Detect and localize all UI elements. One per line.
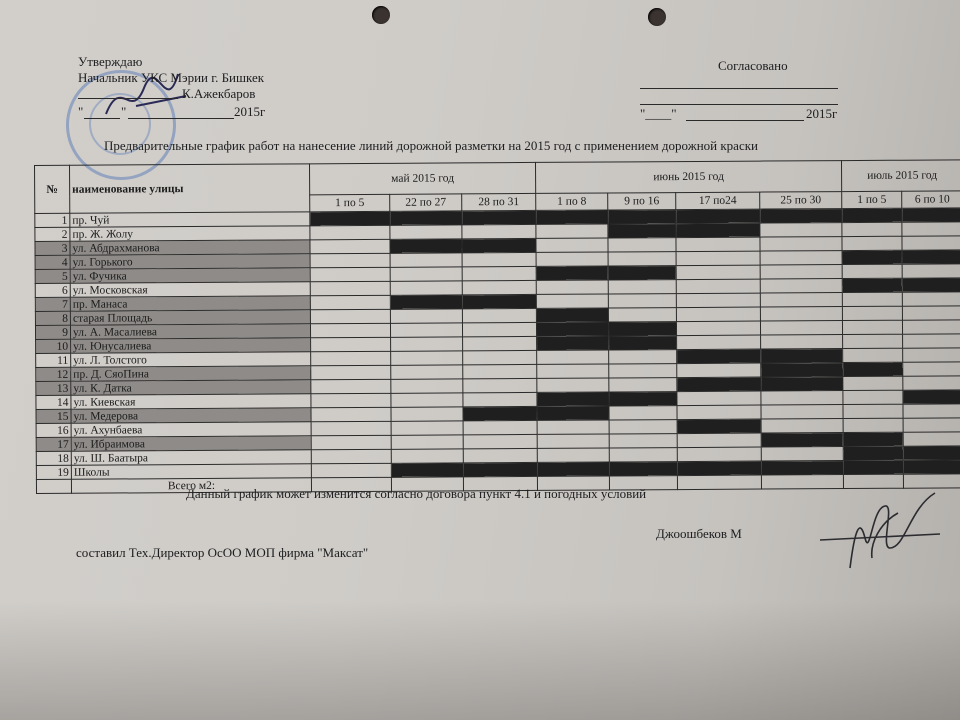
street-name: пр. Чуй <box>70 212 310 227</box>
scheduled-cell <box>536 210 608 224</box>
empty-cell <box>462 322 536 336</box>
empty-cell <box>842 236 902 250</box>
period-header: 28 по 31 <box>462 193 536 210</box>
date-quote-open: " <box>78 104 84 119</box>
empty-cell <box>843 418 903 432</box>
empty-cell <box>843 348 903 362</box>
empty-cell <box>391 407 463 421</box>
street-name: ул. Абдрахманова <box>70 240 310 255</box>
punch-hole-left <box>372 6 390 24</box>
empty-cell <box>463 350 537 364</box>
scheduled-cell <box>609 336 677 350</box>
scheduled-cell <box>843 460 903 474</box>
period-header: 1 по 5 <box>310 194 390 211</box>
empty-cell <box>462 252 536 266</box>
scheduled-cell <box>537 462 609 476</box>
empty-cell <box>536 238 608 252</box>
empty-cell <box>537 364 609 378</box>
punch-hole-right <box>648 8 666 26</box>
approver-position: Начальник УКС Мэрии г. Бишкек <box>78 70 265 85</box>
empty-cell <box>761 447 843 462</box>
row-number: 15 <box>36 409 71 423</box>
scheduled-cell <box>676 209 760 224</box>
empty-cell <box>902 222 960 236</box>
scheduled-cell <box>608 322 676 336</box>
empty-cell <box>677 363 761 378</box>
empty-cell <box>391 449 463 463</box>
empty-cell <box>843 334 903 348</box>
row-number: 16 <box>36 423 71 437</box>
empty-cell <box>760 265 842 280</box>
empty-cell <box>609 448 677 462</box>
scheduled-cell <box>761 433 843 448</box>
empty-cell <box>310 295 390 309</box>
scheduled-cell <box>761 377 843 392</box>
street-name: ул. Ш. Баатыра <box>71 450 311 465</box>
empty-cell <box>903 418 960 432</box>
street-name: ул. Ахунбаева <box>71 422 311 437</box>
scheduled-cell <box>608 266 676 280</box>
street-name: пр. Д. СяоПина <box>71 366 311 381</box>
empty-cell <box>311 351 391 365</box>
empty-cell <box>903 348 960 362</box>
empty-cell <box>537 434 609 448</box>
scheduled-cell <box>390 211 462 225</box>
agreed-month-line <box>686 120 804 121</box>
empty-cell <box>311 365 391 379</box>
scheduled-cell <box>608 224 676 238</box>
empty-cell <box>760 251 842 266</box>
empty-cell <box>676 321 760 336</box>
empty-cell <box>463 448 537 462</box>
row-number: 9 <box>35 325 70 339</box>
empty-cell <box>903 376 960 390</box>
empty-cell <box>391 435 463 449</box>
row-number: 5 <box>35 269 70 283</box>
agreed-line-1 <box>640 88 838 89</box>
empty-cell <box>391 379 463 393</box>
row-number: 13 <box>36 381 71 395</box>
empty-cell <box>462 266 536 280</box>
empty-cell <box>391 393 463 407</box>
scheduled-cell <box>677 461 761 476</box>
month-june-header: июнь 2015 год <box>535 161 841 194</box>
empty-cell <box>537 350 609 364</box>
empty-cell <box>310 239 390 253</box>
empty-cell <box>676 307 760 322</box>
day-line <box>84 118 120 119</box>
street-name: ул. Фучика <box>70 268 310 283</box>
empty-cell <box>310 323 390 337</box>
agreed-label: Согласовано <box>718 58 788 73</box>
empty-cell <box>536 280 608 294</box>
street-name: старая Площадь <box>70 310 310 325</box>
scheduled-cell <box>390 295 462 309</box>
empty-cell <box>391 337 463 351</box>
scheduled-cell <box>677 377 761 392</box>
empty-cell <box>609 406 677 420</box>
empty-cell <box>760 279 842 294</box>
scheduled-cell <box>463 406 537 420</box>
scheduled-cell <box>310 211 390 225</box>
empty-cell <box>902 264 960 278</box>
scheduled-cell <box>843 362 903 376</box>
empty-cell <box>760 223 842 238</box>
empty-cell <box>310 281 390 295</box>
period-header: 9 по 16 <box>608 193 676 210</box>
empty-cell <box>311 449 391 463</box>
row-number: 8 <box>35 311 70 325</box>
scheduled-cell <box>842 250 902 264</box>
empty-cell <box>463 336 537 350</box>
row-number: 6 <box>35 283 70 297</box>
scheduled-cell <box>677 349 761 364</box>
column-street-header: наименование улицы <box>70 164 310 213</box>
scheduled-cell <box>902 278 960 292</box>
empty-cell <box>761 405 843 420</box>
street-name: ул. Горького <box>70 254 310 269</box>
empty-cell <box>903 320 960 334</box>
empty-cell <box>843 320 903 334</box>
empty-cell <box>311 463 391 477</box>
scheduled-cell <box>676 223 760 238</box>
empty-cell <box>842 264 902 278</box>
period-header: 6 по 10 <box>902 191 960 208</box>
empty-cell <box>609 420 677 434</box>
empty-cell <box>390 267 462 281</box>
empty-cell <box>310 225 390 239</box>
street-name: ул. Л. Толстого <box>71 352 311 367</box>
scheduled-cell <box>903 446 960 460</box>
empty-cell <box>311 421 391 435</box>
empty-cell <box>462 224 536 238</box>
empty-cell <box>311 407 391 421</box>
row-number: 4 <box>35 255 70 269</box>
empty-cell <box>761 335 843 350</box>
scheduled-cell <box>390 239 462 253</box>
empty-cell <box>903 362 960 376</box>
empty-cell <box>760 237 842 252</box>
scheduled-cell <box>903 460 960 474</box>
empty-cell <box>677 433 761 448</box>
approver-name: К.Ажекбаров <box>182 86 256 101</box>
empty-cell <box>462 280 536 294</box>
empty-cell <box>843 390 903 404</box>
row-number: 7 <box>35 297 70 311</box>
approve-label: Утверждаю <box>78 54 143 69</box>
scheduled-cell <box>462 210 536 224</box>
empty-cell <box>310 267 390 281</box>
empty-cell <box>843 376 903 390</box>
row-number: 12 <box>36 367 71 381</box>
period-header: 17 по24 <box>676 192 760 210</box>
empty-cell <box>310 309 390 323</box>
schedule-table <box>34 159 960 494</box>
scheduled-cell <box>760 209 842 224</box>
scheduled-cell <box>843 446 903 460</box>
scheduled-cell <box>761 363 843 378</box>
signer-name: Джоошбеков М <box>656 526 742 541</box>
row-number: 1 <box>35 213 70 227</box>
empty-cell <box>761 391 843 406</box>
street-name: ул. К. Датка <box>71 380 311 395</box>
empty-cell <box>537 378 609 392</box>
empty-cell <box>608 308 676 322</box>
empty-cell <box>463 420 537 434</box>
street-name: ул. Юнусалиева <box>71 338 311 353</box>
empty-cell <box>676 279 760 294</box>
scheduled-cell <box>536 322 608 336</box>
scheduled-cell <box>537 336 609 350</box>
empty-cell <box>391 365 463 379</box>
row-number: 14 <box>36 395 71 409</box>
empty-cell <box>903 404 960 418</box>
street-name: ул. Киевская <box>71 394 311 409</box>
empty-cell <box>842 222 902 236</box>
scheduled-cell <box>609 392 677 406</box>
empty-cell <box>760 307 842 322</box>
total-label: Всего м2: <box>71 478 311 493</box>
director-signature <box>810 488 945 578</box>
total-cell <box>843 474 903 488</box>
empty-cell <box>536 294 608 308</box>
empty-cell <box>608 252 676 266</box>
empty-cell <box>391 351 463 365</box>
empty-cell <box>902 236 960 250</box>
scheduled-cell <box>537 406 609 420</box>
agreed-year: 2015г <box>806 106 838 121</box>
empty-cell <box>608 280 676 294</box>
empty-cell <box>390 323 462 337</box>
empty-cell <box>760 293 842 308</box>
scheduled-cell <box>462 238 536 252</box>
empty-cell <box>462 308 536 322</box>
empty-cell <box>390 309 462 323</box>
empty-cell <box>676 293 760 308</box>
empty-cell <box>903 432 960 446</box>
agreed-date-prefix: "____" <box>640 106 677 121</box>
scheduled-cell <box>843 432 903 446</box>
empty-cell <box>842 292 902 306</box>
empty-cell <box>391 421 463 435</box>
street-name: ул. Медерова <box>71 408 311 423</box>
empty-cell <box>760 321 842 336</box>
empty-cell <box>902 292 960 306</box>
total-cell <box>903 474 960 488</box>
scheduled-cell <box>677 419 761 434</box>
empty-cell <box>761 419 843 434</box>
empty-cell <box>609 434 677 448</box>
empty-cell <box>902 306 960 320</box>
empty-cell <box>537 448 609 462</box>
scheduled-cell <box>536 266 608 280</box>
empty-cell <box>676 265 760 280</box>
row-number: 11 <box>36 353 71 367</box>
scheduled-cell <box>903 390 960 404</box>
date-quote-close: " <box>121 104 127 119</box>
row-number: 3 <box>35 241 70 255</box>
document-title: Предварительные график работ на нанесение линий дорожной разметки на 2015 год с применением дорожной краски <box>104 138 758 153</box>
empty-cell <box>677 447 761 462</box>
empty-cell <box>609 350 677 364</box>
empty-cell <box>677 335 761 350</box>
scheduled-cell <box>463 462 537 476</box>
empty-cell <box>677 391 761 406</box>
empty-cell <box>311 435 391 449</box>
scheduled-cell <box>761 461 843 476</box>
empty-cell <box>676 251 760 266</box>
street-name: ул. А. Масалиева <box>70 324 310 339</box>
empty-cell <box>608 238 676 252</box>
month-line <box>128 118 234 119</box>
row-number: 10 <box>36 339 71 353</box>
street-name: Школы <box>71 464 311 479</box>
empty-cell <box>390 225 462 239</box>
empty-cell <box>463 434 537 448</box>
period-header: 1 по 8 <box>536 193 608 210</box>
scheduled-cell <box>462 294 536 308</box>
period-header: 22 по 27 <box>390 194 462 211</box>
empty-cell <box>842 306 902 320</box>
row-number: 2 <box>35 227 70 241</box>
scheduled-cell <box>761 349 843 364</box>
scheduled-cell <box>902 250 960 264</box>
agreed-line-2 <box>640 104 838 105</box>
empty-cell <box>609 364 677 378</box>
empty-cell <box>463 364 537 378</box>
street-name: ул. Московская <box>70 282 310 297</box>
total-cell <box>761 475 843 490</box>
approve-year: 2015г <box>234 104 266 119</box>
empty-cell <box>676 237 760 252</box>
empty-cell <box>310 253 390 267</box>
scheduled-cell <box>902 208 960 222</box>
empty-cell <box>463 378 537 392</box>
scheduled-cell <box>842 208 902 222</box>
scheduled-cell <box>537 392 609 406</box>
empty-cell <box>609 378 677 392</box>
scheduled-cell <box>536 308 608 322</box>
scheduled-cell <box>391 463 463 477</box>
row-number: 17 <box>36 437 71 451</box>
empty-cell <box>536 224 608 238</box>
month-july-header: июль 2015 год <box>842 160 960 192</box>
row-number: 19 <box>36 465 71 479</box>
empty-cell <box>677 405 761 420</box>
empty-cell <box>537 420 609 434</box>
empty-cell <box>843 404 903 418</box>
scheduled-cell <box>609 462 677 476</box>
column-number-header: № <box>35 165 70 213</box>
period-header: 25 по 30 <box>760 192 842 210</box>
street-name: пр. Манаса <box>70 296 310 311</box>
empty-cell <box>390 281 462 295</box>
empty-cell <box>311 337 391 351</box>
signature-line <box>78 98 178 99</box>
street-name: пр. Ж. Жолу <box>70 226 310 241</box>
empty-cell <box>608 294 676 308</box>
scheduled-cell <box>842 278 902 292</box>
empty-cell <box>311 379 391 393</box>
scheduled-cell <box>608 210 676 224</box>
empty-cell <box>390 253 462 267</box>
empty-cell <box>903 334 960 348</box>
period-header: 1 по 5 <box>842 191 902 208</box>
compiled-by: составил Тех.Директор ОсОО МОП фирма "Максат" <box>76 545 369 560</box>
row-number: 18 <box>36 451 71 465</box>
empty-cell <box>536 252 608 266</box>
empty-cell <box>463 392 537 406</box>
empty-cell <box>311 393 391 407</box>
total-cell <box>677 475 761 490</box>
street-name: ул. Ибраимова <box>71 436 311 451</box>
schedule-note: Данный график может изменится согласно договора пункт 4.1 и погодных условий <box>186 486 647 501</box>
month-may-header: май 2015 год <box>309 162 535 194</box>
